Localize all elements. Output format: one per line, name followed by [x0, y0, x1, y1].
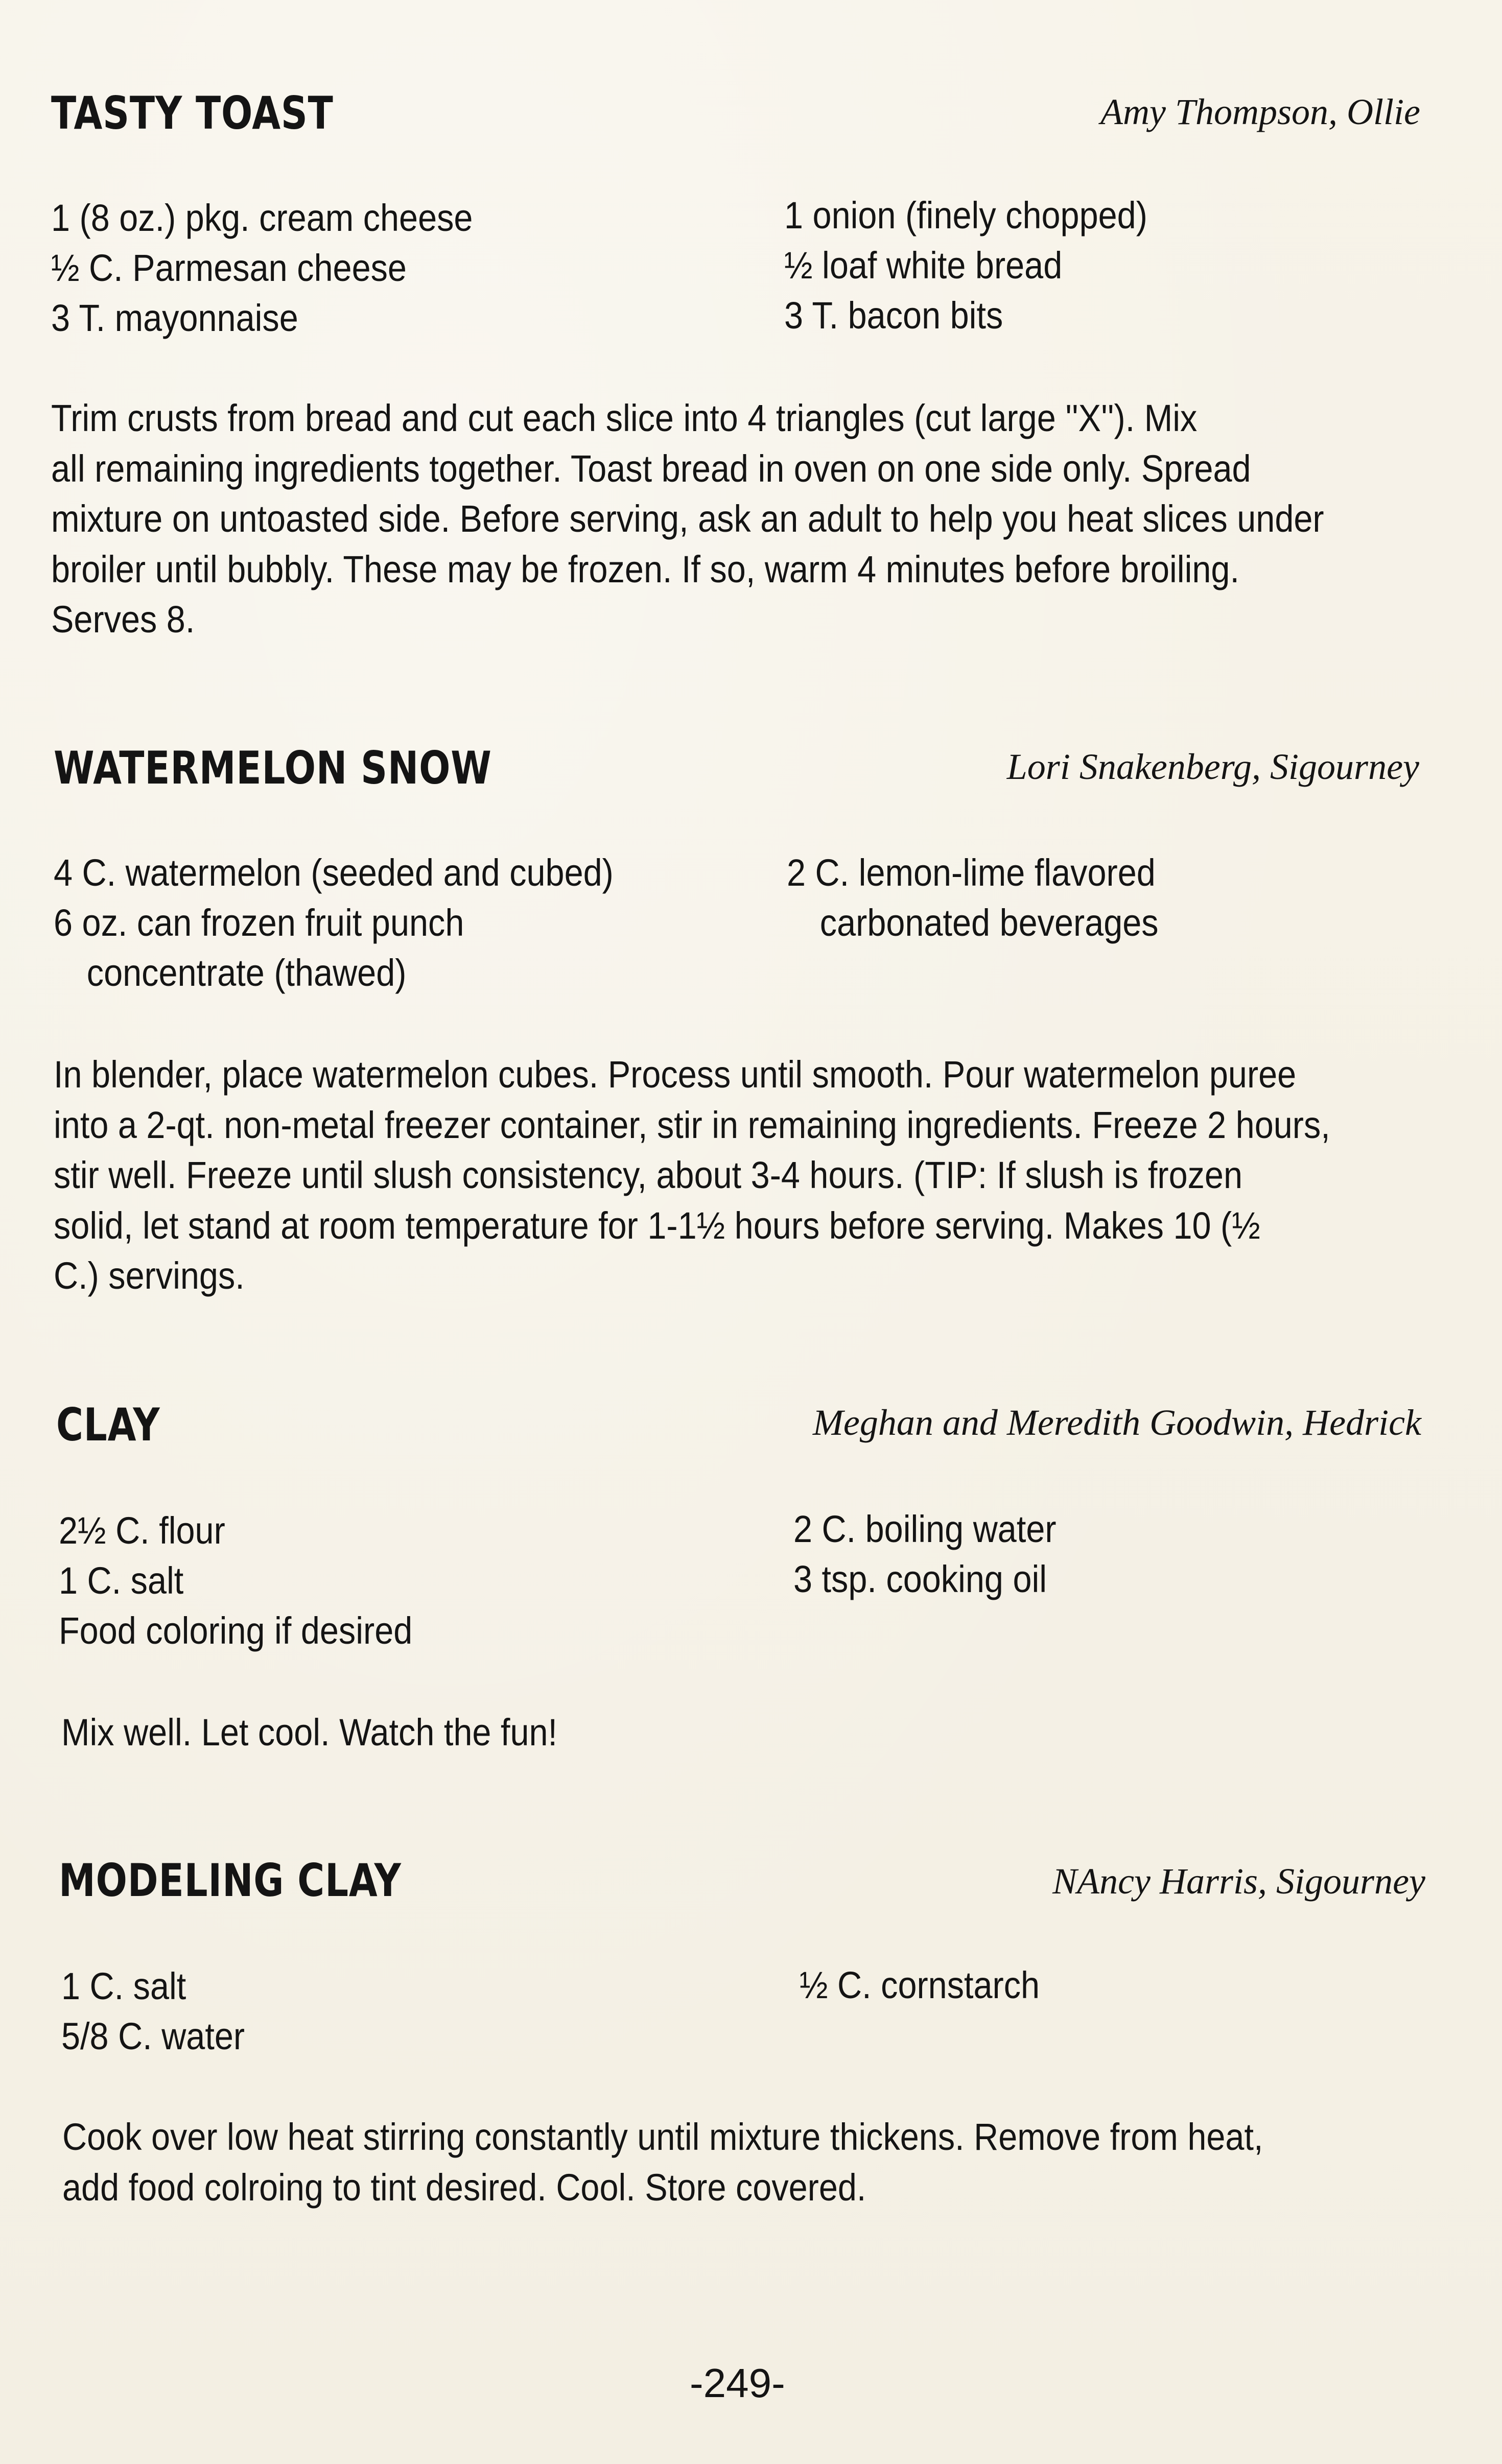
direction-line: solid, let stand at room temperature for 1-1½ hours before serving. Makes 10 (½ — [54, 1204, 1260, 1247]
directions — [62, 2112, 1263, 2213]
direction-line: mixture on untoasted side. Before serving, ask an adult to help you heat slices under — [51, 497, 1324, 540]
ingredient: 1 C. salt — [59, 1559, 184, 1602]
direction-line: all remaining ingredients together. Toast bread in oven on one side only. Spread — [51, 447, 1251, 490]
directions — [51, 393, 1324, 645]
recipe-title: MODELING CLAY — [59, 1854, 402, 1907]
ingredient: 4 C. watermelon (seeded and cubed) — [54, 851, 614, 894]
direction-line: Cook over low heat stirring constantly until mixture thickens. Remove from heat, — [62, 2116, 1263, 2158]
recipe-author: Lori Snakenberg, Sigourney — [1006, 746, 1419, 787]
directions — [54, 1050, 1330, 1301]
direction-line: broiler until bubbly. These may be frozen. If so, warm 4 minutes before broiling. — [51, 548, 1239, 590]
ingredient: ½ C. cornstarch — [800, 1964, 1040, 2006]
ingredient: 3 T. mayonnaise — [51, 297, 298, 339]
recipe-title: WATERMELON SNOW — [54, 742, 492, 794]
ingredients-left — [51, 193, 473, 343]
ingredient: 5/8 C. water — [61, 2015, 245, 2057]
ingredient: 2 C. boiling water — [793, 1508, 1057, 1550]
direction-line: Serves 8. — [51, 598, 195, 641]
ingredients-right — [793, 1504, 1057, 1604]
ingredient: 2½ C. flour — [59, 1509, 225, 1552]
direction-line: add food colroing to tint desired. Cool. Store covered. — [62, 2166, 866, 2209]
direction-line: Trim crusts from bread and cut each slice into 4 triangles (cut large ''X''). Mix — [51, 397, 1198, 439]
ingredient: 2 C. lemon-lime flavored — [787, 851, 1156, 894]
ingredient: ½ C. Parmesan cheese — [51, 247, 407, 289]
ingredients-left — [61, 1961, 245, 2062]
directions — [61, 1708, 557, 1758]
recipe-title: CLAY — [56, 1399, 160, 1451]
ingredients-right — [787, 848, 1159, 948]
ingredients-left — [59, 1506, 412, 1656]
ingredient: Food coloring if desired — [59, 1609, 413, 1652]
ingredient: ½ loaf white bread — [784, 244, 1063, 287]
ingredient: 1 onion (finely chopped) — [784, 194, 1147, 236]
recipe-author: Amy Thompson, Ollie — [1100, 91, 1420, 132]
ingredient: 1 (8 oz.) pkg. cream cheese — [51, 197, 473, 239]
direction-line: In blender, place watermelon cubes. Process until smooth. Pour watermelon puree — [54, 1053, 1297, 1096]
direction-line: C.) servings. — [54, 1254, 245, 1297]
ingredient: 3 T. bacon bits — [784, 294, 1003, 337]
recipe-title: TASTY TOAST — [51, 87, 334, 139]
ingredient: 6 oz. can frozen fruit punch — [54, 902, 464, 944]
ingredient: concentrate (thawed) — [86, 952, 407, 994]
ingredient: carbonated beverages — [819, 902, 1159, 944]
ingredient: 1 C. salt — [61, 1965, 186, 2007]
ingredients-left — [54, 848, 614, 998]
recipe-author: NAncy Harris, Sigourney — [1052, 1861, 1425, 1902]
recipe-author: Meghan and Meredith Goodwin, Hedrick — [812, 1402, 1421, 1443]
direction-line: Mix well. Let cool. Watch the fun! — [61, 1711, 558, 1754]
ingredient: 3 tsp. cooking oil — [793, 1558, 1047, 1600]
ingredients-right — [784, 191, 1147, 341]
direction-line: into a 2-qt. non-metal freezer container, stir in remaining ingredients. Freeze 2 hours, — [54, 1103, 1330, 1146]
page-number: -249- — [690, 2360, 785, 2406]
direction-line: stir well. Freeze until slush consistency, about 3-4 hours. (TIP: If slush is frozen — [54, 1154, 1243, 1196]
ingredients-right — [800, 1960, 1040, 2010]
